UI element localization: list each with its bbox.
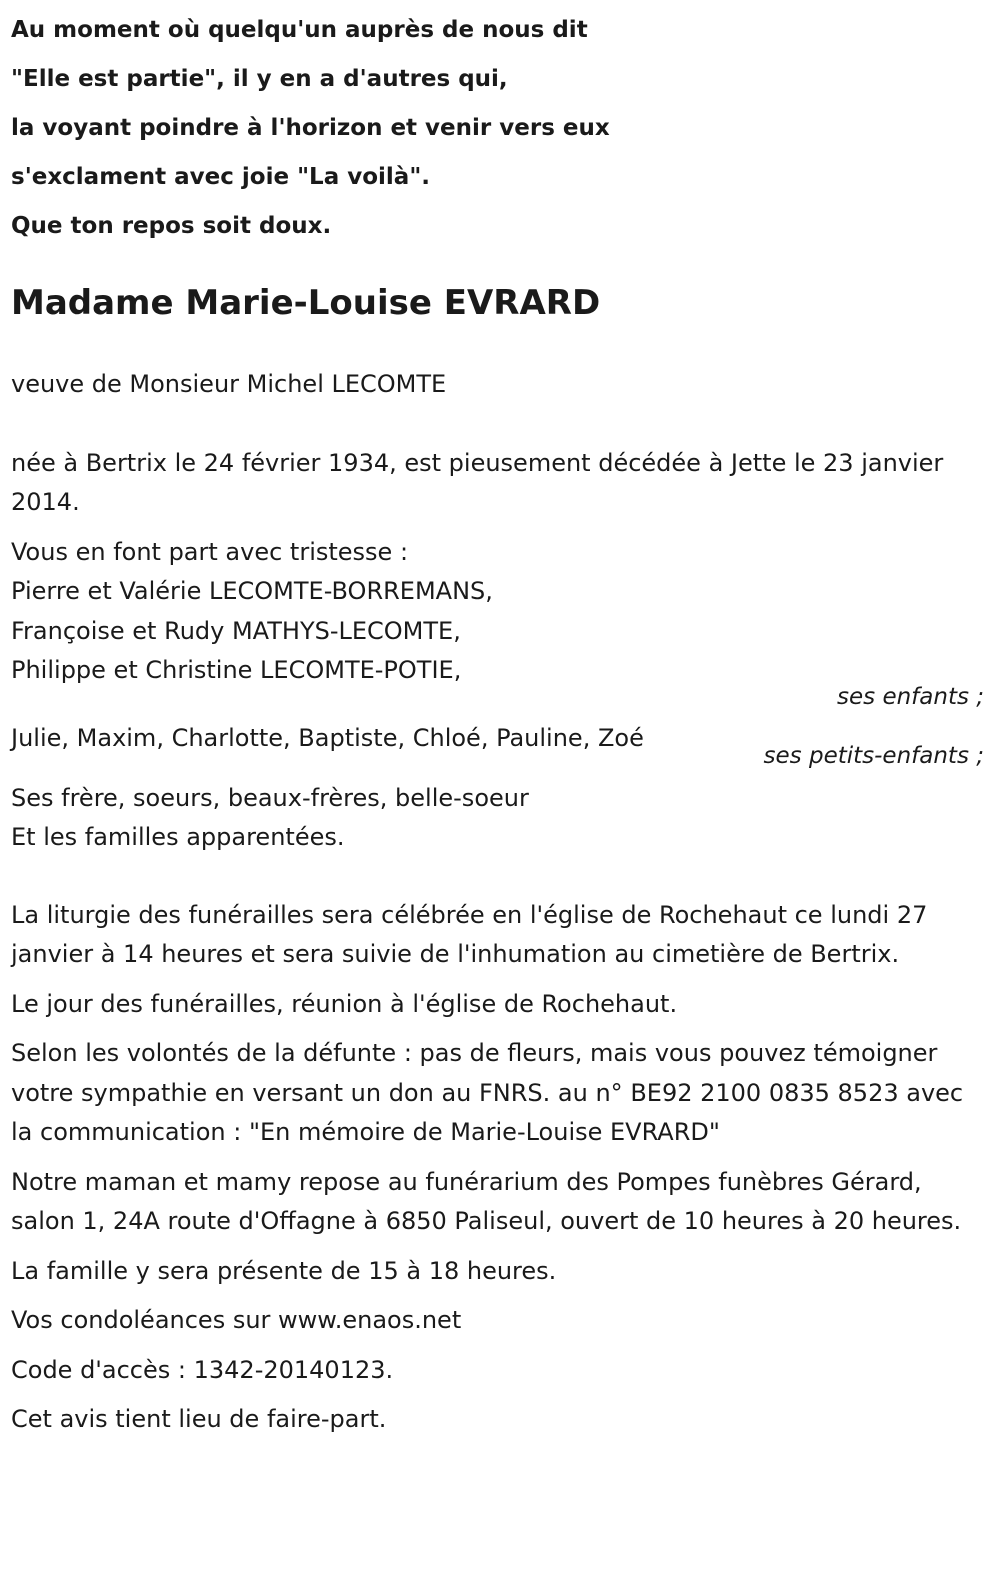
grandchildren-block bbox=[11, 719, 986, 779]
funerarium: Notre maman et mamy repose au funérarium des Pompes funèbres Gérard, salon 1, 24A route d'Offagne à 6850 Paliseul, ouvert de 10 heures à 20 heures. bbox=[11, 1167, 962, 1235]
widow-of: veuve de Monsieur Michel LECOMTE bbox=[11, 370, 447, 398]
liturgy: La liturgie des funérailles sera célébrée en l'église de Rochehaut ce lundi 27 janvier à 14 heures et sera suivie de l'inhumation au cimetière de Bertrix. bbox=[11, 900, 928, 968]
poem-line: Au moment où quelqu'un auprès de nous dit bbox=[11, 17, 588, 43]
family-present: La famille y sera présente de 15 à 18 heures. bbox=[11, 1256, 557, 1285]
child-couple: Françoise et Rudy MATHYS-LECOMTE, bbox=[11, 616, 461, 645]
meeting: Le jour des funérailles, réunion à l'église de Rochehaut. bbox=[11, 989, 678, 1018]
children-role: ses enfants ; bbox=[837, 683, 984, 710]
grandchildren-role: ses petits-enfants ; bbox=[763, 742, 984, 769]
poem-line: s'exclament avec joie "La voilà". bbox=[11, 164, 431, 190]
obituary-notice bbox=[11, 0, 986, 1440]
poem-line: Que ton repos soit doux. bbox=[11, 213, 332, 239]
birth-death: née à Bertrix le 24 février 1934, est pieusement décédée à Jette le 23 janvier 2014. bbox=[11, 448, 944, 516]
families: Et les familles apparentées. bbox=[11, 823, 345, 851]
condolences: Vos condoléances sur www.enaos.net bbox=[11, 1306, 462, 1334]
poem-line: la voyant poindre à l'horizon et venir vers eux bbox=[11, 115, 610, 141]
notice: Cet avis tient lieu de faire-part. bbox=[11, 1405, 387, 1433]
poem bbox=[11, 6, 986, 251]
wishes: Selon les volontés de la défunte : pas de fleurs, mais vous pouvez témoigner votre sympathie en versant un don au FNRS. au n° BE92 2100 0835 8523 avec la communication : "En mémoire de Marie-Louise EVRARD" bbox=[11, 1039, 964, 1146]
announcement bbox=[11, 533, 986, 858]
access-code: Code d'accès : 1342-20140123. bbox=[11, 1355, 394, 1384]
child-couple: Pierre et Valérie LECOMTE-BORREMANS, bbox=[11, 577, 493, 605]
siblings: Ses frère, soeurs, beaux-frères, belle-soeur bbox=[11, 783, 529, 812]
deceased-name: Madame Marie-Louise EVRARD bbox=[11, 283, 601, 323]
announcement-intro: Vous en font part avec tristesse : bbox=[11, 537, 409, 566]
grandchildren-names: Julie, Maxim, Charlotte, Baptiste, Chloé, Pauline, Zoé bbox=[11, 723, 644, 752]
child-couple: Philippe et Christine LECOMTE-POTIE, bbox=[11, 656, 462, 684]
poem-line: "Elle est partie", il y en a d'autres qui, bbox=[11, 66, 508, 92]
